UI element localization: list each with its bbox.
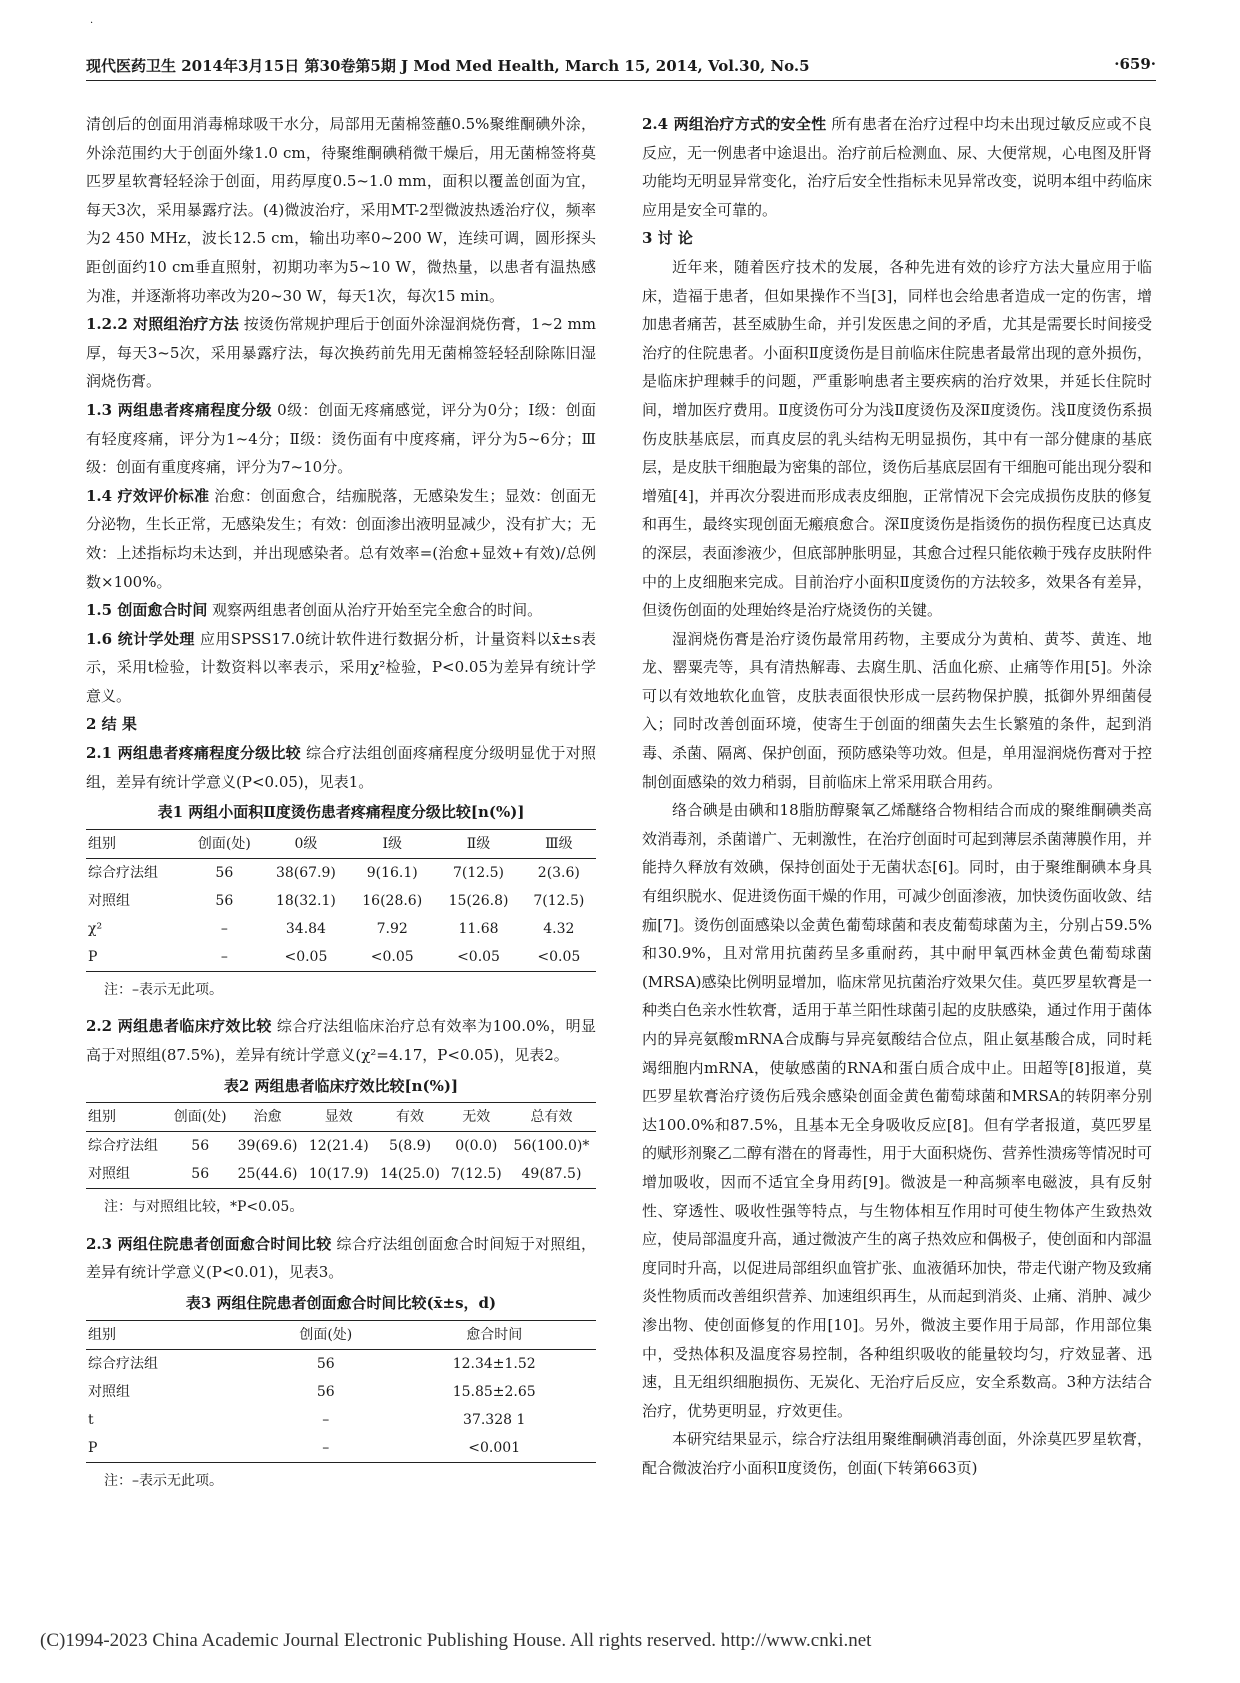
table-row <box>86 1160 596 1189</box>
text-1-4: 治愈：创面愈合，结痂脱落，无感染发生；显效：创面无分泌物，生长正常，无感染发生；有效：创面渗出液明显减少，没有扩大；无效：上述指标均未达到，并出现感染者。总有效率=(治愈+显效+有效)/总例数×100%。 <box>86 486 597 591</box>
t3-cell: 37.328 1 <box>463 1411 526 1428</box>
t2-cell: 5(8.9) <box>388 1138 432 1155</box>
table-row <box>86 1349 596 1378</box>
heading-2-4: 2.4 两组治疗方式的安全性 <box>642 115 827 133</box>
section-2-3 <box>86 1230 596 1287</box>
text-1-3: 0级：创面无疼痛感觉，评分为0分；Ⅰ级：创面有轻度疼痛，评分为1~4分；Ⅱ级：烫伤面有中度疼痛，评分为5~6分；Ⅲ级：创面有重度疼痛，评分为7~10分。 <box>86 400 596 477</box>
table-row <box>86 915 596 943</box>
table-row <box>86 1132 596 1161</box>
t1-cell: – <box>220 948 228 965</box>
t1-header: 组别 <box>88 835 116 852</box>
section-2-4 <box>642 110 1152 224</box>
t1-cell: 56 <box>215 892 234 909</box>
t3-cell: 56 <box>316 1355 335 1372</box>
text-1-6: 应用SPSS17.0统计软件进行数据分析，计量资料以x̄±s表示，采用t检验，计数资料以率表示，采用χ²检验，P<0.05为差异有统计学意义。 <box>86 629 596 705</box>
t1-cell: 11.68 <box>458 920 499 937</box>
right-column <box>642 110 1152 1483</box>
table1-caption: 表1 两组小面积Ⅱ度烫伤患者疼痛程度分级比较[n(%)] <box>157 803 525 822</box>
t2-cell: 56(100.0)* <box>513 1138 590 1155</box>
t2-cell: 10(17.9) <box>308 1166 369 1183</box>
t3-cell: <0.001 <box>468 1439 521 1456</box>
t1-cell: 9(16.1) <box>366 864 418 881</box>
t1-cell: 4.32 <box>543 920 575 937</box>
discussion-paragraph: 本研究结果显示，综合疗法组用聚维酮碘消毒创面，外涂莫匹罗星软膏，配合微波治疗小面积Ⅱ度烫伤，创面(下转第663页) <box>642 1430 1153 1477</box>
t2-cell: 56 <box>191 1166 210 1183</box>
t1-cell: 34.84 <box>285 920 326 937</box>
table3 <box>86 1320 596 1463</box>
heading-2-results: 2 结 果 <box>86 715 137 734</box>
t1-header: Ⅲ级 <box>545 835 573 852</box>
t3-cell: 12.34±1.52 <box>452 1355 536 1372</box>
table-row <box>86 943 596 972</box>
t2-cell: 0(0.0) <box>455 1138 498 1155</box>
heading-3-discussion: 3 讨 论 <box>642 229 693 248</box>
t2-header: 无效 <box>462 1109 491 1126</box>
t1-cell: 7(12.5) <box>453 864 505 881</box>
table2-note: 注：与对照组比较，*P<0.05。 <box>104 1199 304 1216</box>
heading-1-5: 1.5 创面愈合时间 <box>86 601 208 620</box>
table-row <box>86 1406 596 1434</box>
t1-cell: 38(67.9) <box>275 864 336 881</box>
section-1-4 <box>86 482 596 596</box>
section-1-5 <box>86 596 596 625</box>
t1-header: Ⅰ级 <box>382 835 402 852</box>
t3-header: 创面(处) <box>299 1326 353 1343</box>
journal-info: 现代医药卫生 2014年3月15日 第30卷第5期 J Mod Med Health, March 15, 2014, Vol.30, No.5 <box>86 57 810 75</box>
stray-dot: · <box>90 18 94 29</box>
t1-header: Ⅱ级 <box>466 835 491 852</box>
table1-note: 注：–表示无此项。 <box>104 981 223 998</box>
t3-cell: 56 <box>316 1383 335 1400</box>
heading-1-4: 1.4 疗效评价标准 <box>86 486 210 505</box>
table1 <box>86 829 596 972</box>
t1-cell: – <box>220 920 228 937</box>
t3-cell: P <box>88 1439 98 1456</box>
t2-cell: 39(69.6) <box>237 1138 298 1155</box>
t2-header: 创面(处) <box>173 1109 227 1126</box>
section-2-1 <box>86 739 596 796</box>
t2-header: 组别 <box>88 1109 116 1126</box>
discussion-paragraph: 湿润烧伤膏是治疗烫伤最常用药物，主要成分为黄柏、黄芩、黄连、地龙、罂粟壳等，具有清热解毒、去腐生肌、活血化瘀、止痛等作用[5]。外涂可以有效地软化血管，皮肤表面很快形成一层药物保护膜，抵御外界细菌侵入；同时改善创面环境，使寄生于创面的细菌失去生长繁殖的条件，起到消毒、杀菌、隔离、保护创面，预防感染等功效。但是，单用湿润烧伤膏对于控制创面感染的效力稍弱，目前临床上常采用联合用药。 <box>642 629 1153 791</box>
section-1-3 <box>86 396 596 482</box>
t3-cell: – <box>322 1411 330 1428</box>
heading-1-3: 1.3 两组患者疼痛程度分级 <box>86 400 272 419</box>
t2-header: 总有效 <box>530 1109 573 1126</box>
table2 <box>86 1102 596 1189</box>
t1-cell: 综合疗法组 <box>88 864 158 881</box>
table-row <box>86 1434 596 1463</box>
t1-cell: <0.05 <box>457 948 500 965</box>
t3-cell: 综合疗法组 <box>88 1355 158 1372</box>
section-1-6 <box>86 625 596 711</box>
heading-1-6: 1.6 统计学处理 <box>86 629 195 648</box>
section-1-2-2 <box>86 310 596 396</box>
table3-note: 注：–表示无此项。 <box>104 1472 223 1489</box>
t2-cell: 14(25.0) <box>380 1166 440 1183</box>
t1-cell: P <box>88 948 98 965</box>
table2-caption: 表2 两组患者临床疗效比较[n(%)] <box>223 1076 459 1095</box>
table-row <box>86 858 596 887</box>
copyright-footer: (C)1994-2023 China Academic Journal Electronic Publishing House. All rights reserved. http://www.cnki.net <box>40 1630 872 1651</box>
page-number: ·659· <box>1114 55 1156 73</box>
t3-cell: t <box>88 1411 94 1428</box>
t2-cell: 12(21.4) <box>308 1138 369 1155</box>
left-column <box>86 110 596 1503</box>
heading-2-1: 2.1 两组患者疼痛程度分级比较 <box>86 744 301 763</box>
t1-cell: 16(28.6) <box>362 892 423 909</box>
t1-cell: <0.05 <box>537 948 581 965</box>
t1-cell: <0.05 <box>370 948 414 965</box>
t1-cell: <0.05 <box>284 948 328 965</box>
t1-cell: 7(12.5) <box>533 892 585 909</box>
t1-cell: 15(26.8) <box>448 892 509 909</box>
t2-cell: 56 <box>191 1138 210 1155</box>
t3-cell: – <box>322 1439 330 1456</box>
table-row <box>86 1378 596 1406</box>
t1-cell: 对照组 <box>88 892 130 909</box>
running-header <box>86 55 1156 76</box>
paragraph-continued: 清创后的创面用消毒棉球吸干水分，局部用无菌棉签蘸0.5%聚维酮碘外涂，外涂范围约大于创面外缘1.0 cm，待聚维酮碘稍微干燥后，用无菌棉签将莫匹罗星软膏轻轻涂于创面，用药厚度0.5~1.0 mm，面积以覆盖创面为宜，每天3次，采用暴露疗法。(4)微波治疗，采用MT-2型微波热透治疗仪，频率为2 450 MHz，波长12.5 cm，输出功率0~200 W，连续可调，圆形探头距创面约10 cm垂直照射，初期功率为5~10 W，微热量，以患者有温热感为准，并逐渐将功率改为20~30 W，每天1次，每次15 min。 <box>86 115 596 305</box>
t2-header: 显效 <box>324 1109 353 1126</box>
heading-1-2-2: 1.2.2 对照组治疗方法 <box>86 315 239 334</box>
t3-header: 愈合时间 <box>466 1326 523 1343</box>
heading-2-2: 2.2 两组患者临床疗效比较 <box>86 1017 272 1036</box>
t2-cell: 7(12.5) <box>450 1166 502 1183</box>
t2-header: 治愈 <box>253 1109 282 1126</box>
t3-header: 组别 <box>88 1326 116 1343</box>
discussion-paragraph: 近年来，随着医疗技术的发展，各种先进有效的诊疗方法大量应用于临床，造福于患者，但如果操作不当[3]，同样也会给患者造成一定的伤害，增加患者痛苦，甚至威胁生命，并引发医患之间的矛盾，尤其是需要长时间接受治疗的住院患者。小面积Ⅱ度烫伤是目前临床住院患者最常出现的意外损伤，是临床护理棘手的问题，严重影响患者主要疾病的治疗效果，并延长住院时间，增加医疗费用。Ⅱ度烫伤可分为浅Ⅱ度烫伤及深Ⅱ度烫伤。浅Ⅱ度烫伤系损伤皮肤基底层，而真皮层的乳头结构无明显损伤，其中有一部分健康的基底层，是皮肤干细胞最为密集的部位，烫伤后基底层固有干细胞可能出现分裂和增殖[4]，并再次分裂进而形成表皮细胞，正常情况下会完成损伤皮肤的修复和再生，最终实现创面无瘢痕愈合。深Ⅱ度烫伤是指烫伤的损伤程度已达真皮的深层，表面渗液少，但底部肿胀明显，其愈合过程只能依赖于残存皮肤附件中的上皮细胞来完成。目前治疗小面积Ⅱ度烫伤的方法较多，效果各有差异，但烫伤创面的处理始终是治疗烧烫伤的关键。 <box>642 257 1153 620</box>
discussion-paragraph: 络合碘是由碘和18脂肪醇聚氧乙烯醚络合物相结合而成的聚维酮碘类高效消毒剂，杀菌谱广、无刺激性，在治疗创面时可起到薄层杀菌薄膜作用，并能持久释放有效碘，保持创面处于无菌状态[6]。同时，由于聚维酮碘本身具有组织脱水、促进烫伤面干燥的作用，可减少创面渗液，加快烫伤面收敛、结痂[7]。烫伤创面感染以金黄色葡萄球菌和表皮葡萄球菌为主，分别占59.5%和30.9%，且对常用抗菌药呈多重耐药，其中耐甲氧西林金黄色葡萄球菌(MRSA)感染比例明显增加，临床常见抗菌治疗效果欠佳。莫匹罗星软膏是一种类白色亲水性软膏，适用于革兰阳性球菌引起的皮肤感染，通过作用于菌体内的异亮氨酸mRNA合成酶与异亮氨酸结合位点，阻止氨基酸合成，同时耗竭细胞内mRNA，使敏感菌的RNA和蛋白质合成中止。田超等[8]报道，莫匹罗星软膏治疗烫伤后残余感染创面金黄色葡萄球菌和MRSA的转阴率分别达100.0%和87.5%，且基本无全身吸收反应[8]。但有学者报道，莫匹罗星的赋形剂聚乙二醇有潜在的肾毒性，用于大面积烧伤、营养性溃疡等情况时可增加吸收，因而不适宜全身用药[9]。微波是一种高频率电磁波，具有反射性、穿透性、吸收性强等特点，与生物体相互作用时可使生物体产生致热效应，使局部温度升高，通过微波产生的离子热效应和偶极子，使创面和内部温度同时升高，以促进局部组织血管扩张、血液循环加快，带走代谢产物及致痛炎性物质而改善组织营养、加速组织再生，从而起到消炎、止痛、消肿、减少渗出物、使创面修复的作用[10]。另外，微波主要作用于局部，作用部位集中，受热体积及温度容易控制，各种组织吸收的能量较均匀，疗效显著、迅速，且无组织细胞损伤、无炭化、无治疗后反应，安全系数高。3种方法结合治疗，优势更明显，疗效更佳。 <box>642 801 1153 1420</box>
t2-header: 有效 <box>396 1109 424 1126</box>
text-2-1: 综合疗法组创面疼痛程度分级明显优于对照组，差异有统计学意义(P<0.05)，见表1。 <box>86 744 596 791</box>
t1-cell: 18(32.1) <box>275 892 336 909</box>
t1-cell: 56 <box>215 864 234 881</box>
text-2-4: 所有患者在治疗过程中均未出现过敏反应或不良反应，无一例患者中途退出。治疗前后检测血、尿、大便常规，心电图及肝肾功能均无明显异常变化，治疗后安全性指标未见异常改变，说明本组中药临床应用是安全可靠的。 <box>642 115 1153 219</box>
t3-cell: 对照组 <box>88 1383 130 1400</box>
t2-cell: 25(44.6) <box>237 1166 298 1183</box>
text-2-3: 综合疗法组创面愈合时间短于对照组，差异有统计学意义(P<0.01)，见表3。 <box>86 1234 596 1282</box>
table3-caption: 表3 两组住院患者创面愈合时间比较(x̄±s，d) <box>185 1294 497 1312</box>
t1-header: 0级 <box>294 835 318 852</box>
t3-cell: 15.85±2.65 <box>452 1383 536 1400</box>
text-1-2-2: 按烫伤常规护理后于创面外涂湿润烧伤膏，1~2 mm厚，每天3~5次，采用暴露疗法，每次换药前先用无菌棉签轻轻刮除陈旧湿润烧伤膏。 <box>86 315 596 391</box>
heading-2-3: 2.3 两组住院患者创面愈合时间比较 <box>86 1234 332 1253</box>
t1-cell: χ² <box>88 920 103 937</box>
table-row <box>86 887 596 915</box>
t2-cell: 综合疗法组 <box>88 1138 158 1155</box>
text-2-2: 综合疗法组临床治疗总有效率为100.0%，明显高于对照组(87.5%)，差异有统计学意义(χ²=4.17，P<0.05)，见表2。 <box>86 1017 596 1065</box>
t2-cell: 对照组 <box>88 1166 130 1183</box>
header-rule <box>86 80 1156 81</box>
t2-cell: 49(87.5) <box>521 1166 582 1183</box>
text-1-5: 观察两组患者创面从治疗开始至完全愈合的时间。 <box>207 601 543 620</box>
t1-cell: 7.92 <box>376 920 408 937</box>
section-2-2 <box>86 1012 596 1069</box>
t1-header: 创面(处) <box>197 835 251 852</box>
t1-cell: 2(3.6) <box>537 864 580 881</box>
